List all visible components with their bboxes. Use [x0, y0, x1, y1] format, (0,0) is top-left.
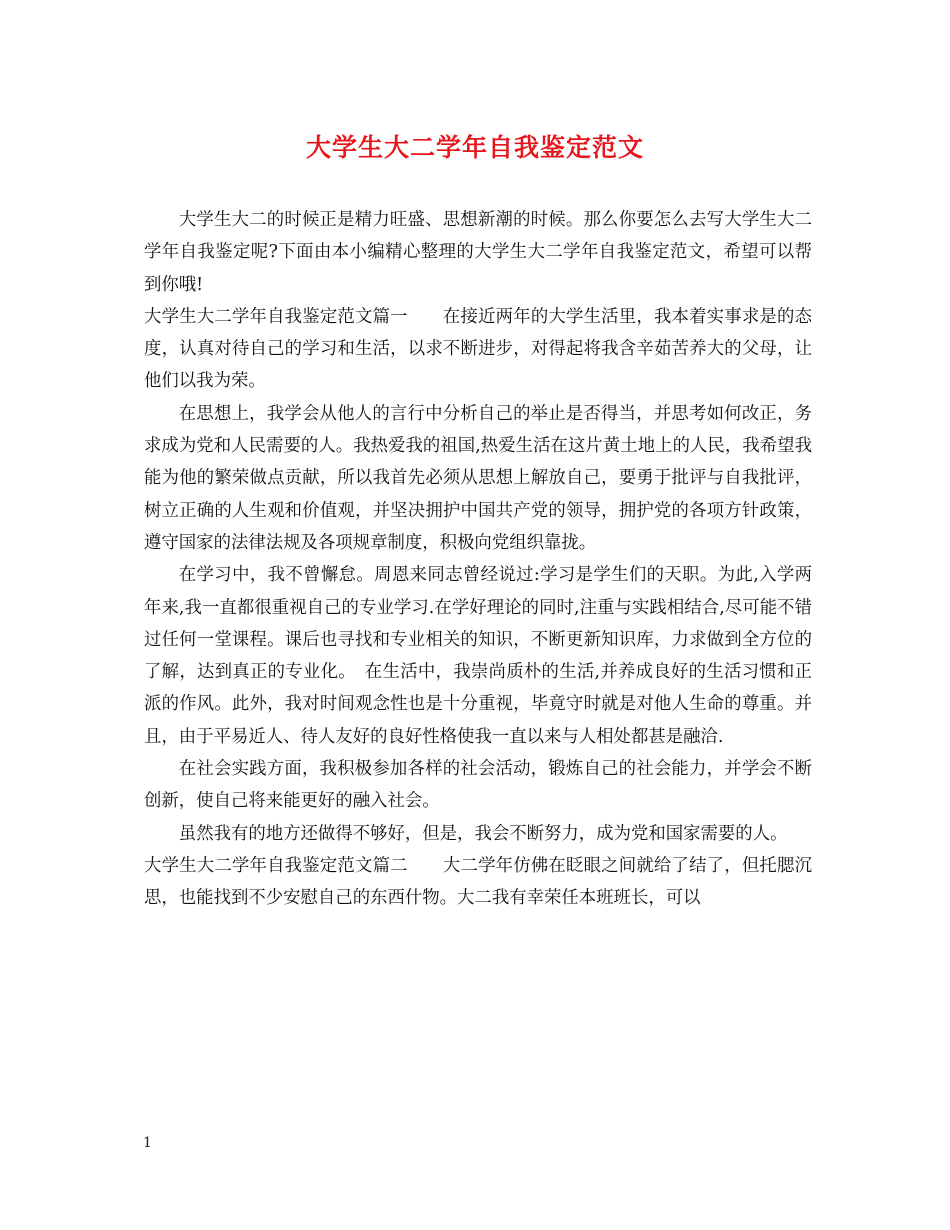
section-one-paragraph: 大学生大二学年自我鉴定范文篇一 在接近两年的大学生活里，我本着实事求是的态度，认真对待自己的学习和生活，以求不断进步，对得起将我含辛茹苦养大的父母，让他们以我为荣。	[144, 306, 812, 392]
closing-paragraph: 虽然我有的地方还做得不够好，但是，我会不断努力，成为党和国家需要的人。	[178, 823, 788, 844]
thought-paragraph: 在思想上，我学会从他人的言行中分析自己的举止是否得当，并思考如何改正，务求成为党和人民需要的人。我热爱我的祖国,热爱生活在这片黄土地上的人民，我希望我能为他的繁荣做点贡献，所以我首先必须从思想上解放自己，要勇于批评与自我批评，树立正确的人生观和价值观，并坚决拥护中国共产党的领导，拥护党的各项方针政策，遵守国家的法律法规及各项规章制度，积极向党组织靠拢。	[144, 403, 812, 553]
study-paragraph: 在学习中，我不曾懈怠。周恩来同志曾经说过:学习是学生们的天职。为此,入学两年来,我一直都很重视自己的专业学习.在学好理论的同时,注重与实践相结合,尽可能不错过任何一堂课程。课后也寻找和专业相关的知识，不断更新知识库，力求做到全方位的了解，达到真正的专业化。 在生活中，我崇尚质朴的生活,并养成良好的生活习惯和正派的作风。此外，我对时间观念性也是十分重视，毕竟守时就是对他人生命的尊重。并且，由于平易近人、待人友好的良好性格使我一直以来与人相处都甚是融洽.	[144, 565, 812, 747]
document-title: 大学生大二学年自我鉴定范文	[305, 133, 644, 162]
section-two-paragraph: 大学生大二学年自我鉴定范文篇二 大二学年仿佛在眨眼之间就给了结了，但托腮沉思，也能找到不少安慰自己的东西什物。大二我有幸荣任本班班长，可以	[144, 855, 812, 909]
practice-paragraph: 在社会实践方面，我积极参加各样的社会活动，锻炼自己的社会能力，并学会不断创新，使自己将来能更好的融入社会。	[144, 759, 812, 812]
document-body	[144, 204, 812, 915]
page-number: 1	[143, 1135, 152, 1151]
intro-paragraph: 大学生大二的时候正是精力旺盛、思想新潮的时候。那么你要怎么去写大学生大二学年自我鉴定呢?下面由本小编精心整理的大学生大二学年自我鉴定范文，希望可以帮到你哦!	[144, 210, 812, 295]
